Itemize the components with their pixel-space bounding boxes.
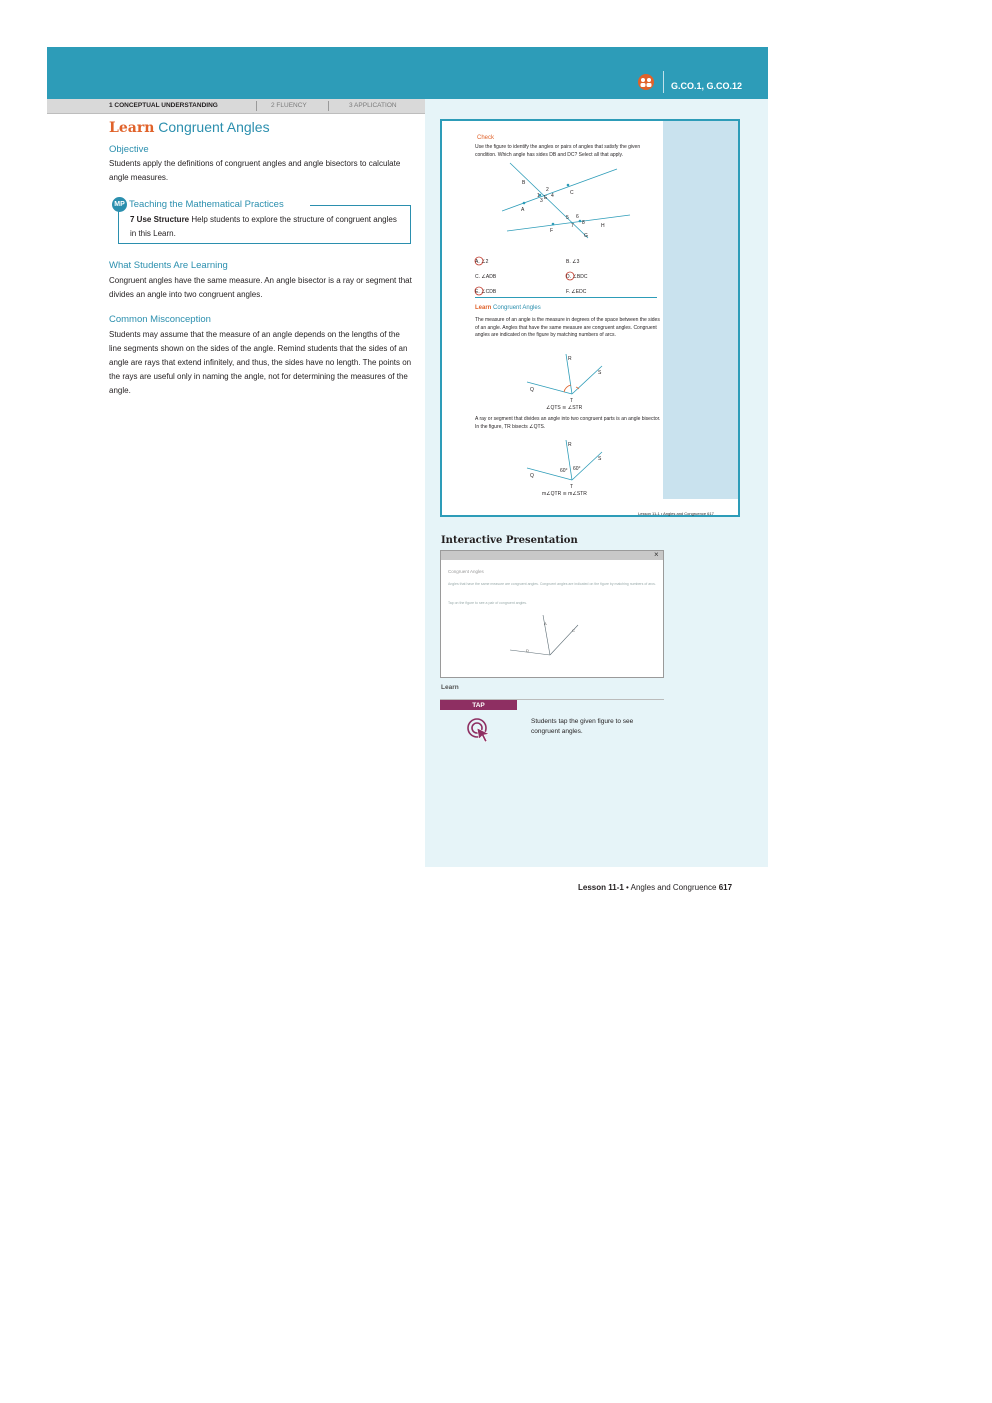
option-a[interactable]: A. ∠2 — [475, 259, 489, 265]
mini-point-a: A — [544, 621, 547, 626]
point-g: G — [584, 233, 588, 239]
point-t: T — [570, 398, 574, 404]
option-b[interactable]: B. ∠3 — [566, 259, 580, 265]
congruent-angles-diagram — [522, 354, 612, 404]
close-icon[interactable]: × — [654, 550, 659, 559]
thumb-learn-title — [475, 305, 541, 313]
angle-4: 4 — [551, 193, 554, 199]
angle-3: 3 — [540, 198, 543, 204]
tab-application[interactable]: 3 APPLICATION — [349, 102, 397, 109]
header-band — [47, 47, 768, 99]
thumb-learn-lead: Learn — [475, 305, 492, 311]
tab-fluency[interactable]: 2 FLUENCY — [271, 102, 307, 109]
interactive-heading: Interactive Presentation — [441, 535, 578, 546]
tap-bar: TAP — [440, 700, 517, 710]
page-number: 617 — [718, 883, 733, 892]
mp-text — [130, 213, 400, 241]
mp-rule — [310, 205, 410, 206]
misconception-text: Students may assume that the measure of an angle depends on the lengths of the line segments shown on the sides of the angle. Remind students that the sides of an angle are rays that extend infinitely, and thus, the sides have no length. The points on the rays are useful only in naming the angle, not for determining the measures of the angle. — [109, 330, 412, 395]
lines-diagram — [502, 161, 652, 241]
option-c[interactable]: C. ∠ADB — [475, 274, 497, 280]
option-d[interactable]: D. ∠BDC — [566, 274, 588, 280]
point-a: A — [521, 207, 525, 213]
figure2-caption: m∠QTR ≅ m∠STR — [542, 491, 587, 497]
point-f: F — [550, 228, 554, 234]
thumb-learn-text: The measure of an angle is the measure in degrees of the space between the sides of an angle. Angles that have the same measure are congruent angles. Congruent angles are indicated on the figure by matching numbers of arcs. — [475, 317, 660, 338]
footer-lesson: Lesson 11-1 — [578, 883, 624, 892]
angle-7: 7 — [571, 223, 574, 229]
tab-divider — [256, 101, 257, 111]
standards-label: G.CO.1, G.CO.12 — [670, 81, 742, 91]
angle-1: 1 — [537, 193, 540, 199]
tab-divider — [328, 101, 329, 111]
misconception-heading: Common Misconception — [109, 314, 211, 325]
tab-conceptual[interactable]: 1 CONCEPTUAL UNDERSTANDING — [109, 102, 218, 109]
point-t2: T — [570, 484, 574, 490]
angle-label-a: 60° — [560, 468, 568, 474]
mp-heading: Teaching the Mathematical Practices — [129, 199, 284, 210]
mp-badge: MP — [112, 197, 127, 212]
title-rest: Congruent Angles — [154, 119, 270, 135]
point-b: B — [522, 180, 526, 186]
mp-body: Help students to explore the structure of congruent angles in this Learn. — [130, 215, 397, 238]
team-icon — [637, 73, 655, 91]
interactive-figure[interactable] — [500, 610, 590, 662]
standards-divider — [663, 71, 664, 93]
point-s: S — [598, 370, 602, 376]
interactive-titlebar — [441, 551, 663, 560]
option-e[interactable]: E. ∠CDB — [475, 289, 497, 295]
point-q: Q — [530, 387, 534, 393]
check-heading: Check — [477, 135, 495, 141]
page-footer — [578, 883, 732, 892]
page-title — [109, 119, 270, 136]
angle-8: 8 — [582, 220, 585, 226]
wsal-heading: What Students Are Learning — [109, 260, 228, 271]
bisector-diagram — [522, 440, 612, 490]
angle-5: 5 — [566, 215, 569, 221]
mini-point-c: C — [572, 628, 575, 633]
tab-underline — [47, 113, 425, 114]
point-r: R — [568, 356, 572, 362]
mini-point-d: D — [526, 648, 529, 653]
interactive-mini-title: Congruent Angles — [448, 569, 484, 574]
selection-circles — [471, 256, 581, 298]
option-f[interactable]: F. ∠EDC — [566, 289, 587, 295]
interactive-mini-text: Angles that have the same measure are congruent angles. Congruent angles are indicated on the figure by matching numbers of arcs. — [448, 582, 656, 586]
objective-text: Students apply the definitions of congruent angles and angle bisectors to calculate angle measures. — [109, 159, 401, 182]
thumb-footer: Lesson 11-1 • Angles and Congruence 617 — [638, 511, 714, 516]
tap-description: Students tap the given figure to see congruent angles. — [531, 718, 634, 735]
bisector-text: A ray or segment that divides an angle into two congruent parts is an angle bisector. In the figure, TR bisects ∠QTS. — [475, 416, 661, 430]
angle-label-b: 60° — [573, 466, 581, 472]
angle-6: 6 — [576, 214, 579, 220]
mp-bold: 7 Use Structure — [130, 215, 190, 224]
footer-title: • Angles and Congruence — [623, 883, 719, 892]
title-lead: Learn — [109, 120, 155, 136]
learn-label: Learn — [441, 684, 459, 691]
objective-heading: Objective — [109, 144, 149, 155]
angle-2: 2 — [546, 187, 549, 193]
point-c: C — [570, 190, 574, 196]
thumb-sidebar — [663, 121, 738, 499]
interactive-mini-instruction: Tap on the figure to see a pair of congruent angles. — [448, 601, 527, 605]
check-rule — [475, 297, 657, 298]
point-h: H — [601, 223, 605, 229]
point-r2: R — [568, 442, 572, 448]
check-text: Use the figure to identify the angles or pairs of angles that satisfy the given condition. Which angle has sides DB and DC? Select all that apply. — [475, 144, 641, 158]
wsal-text: Congruent angles have the same measure. An angle bisector is a ray or segment that divides an angle into two congruent angles. — [109, 276, 412, 299]
point-s2: S — [598, 456, 602, 462]
point-q2: Q — [530, 473, 534, 479]
point-e: E — [544, 195, 548, 201]
figure1-caption: ∠QTS ≅ ∠STR — [546, 405, 583, 411]
lesson-tabs — [47, 99, 425, 113]
tap-icon — [466, 717, 492, 747]
thumb-learn-rest: Congruent Angles — [491, 305, 541, 311]
